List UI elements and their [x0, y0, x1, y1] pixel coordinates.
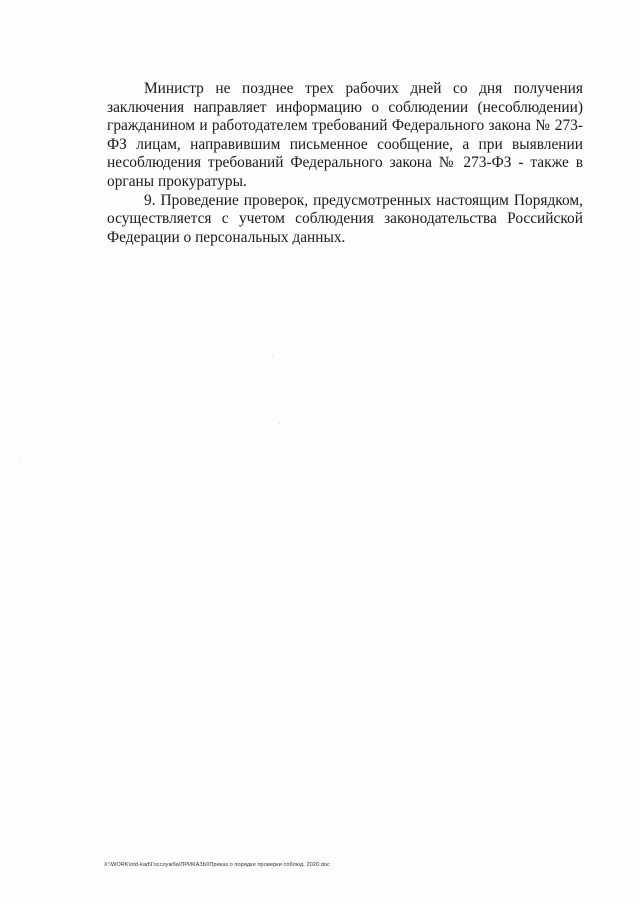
text-line: 9. Проведение проверок, предусмотренных настоящим Порядком, [144, 191, 583, 209]
text-line: органы прокуратуры. [107, 172, 247, 190]
scan-speck [279, 423, 280, 424]
document-body [107, 80, 583, 247]
paragraph-minister-notice [107, 80, 583, 192]
text-line: несоблюдения требований Федерального закона № 273-ФЗ - также в [107, 154, 583, 172]
text-line: Федерации о персональных данных. [107, 228, 346, 246]
paragraph-item-9 [107, 192, 583, 248]
text-line: заключения направляет информацию о соблюдении (несоблюдении) [107, 98, 583, 116]
text-line: ФЗ лицам, направившим письменное сообщение, а при выявлении [107, 135, 583, 153]
text-line: Министр не позднее трех рабочих дней со дня получения [144, 80, 583, 97]
text-line: гражданином и работодателем требований Федерального закона № 273- [107, 117, 583, 135]
scan-speck [19, 461, 20, 462]
scan-speck [272, 356, 273, 357]
footer-file-path: X:\WORK\otd-kad\Госслужба\ПРИКАЗЫ\Приказ о порядке проверки соблюд. 2020.doc [104, 862, 330, 868]
text-line: осуществляется с учетом соблюдения законодательства Российской [107, 210, 583, 228]
